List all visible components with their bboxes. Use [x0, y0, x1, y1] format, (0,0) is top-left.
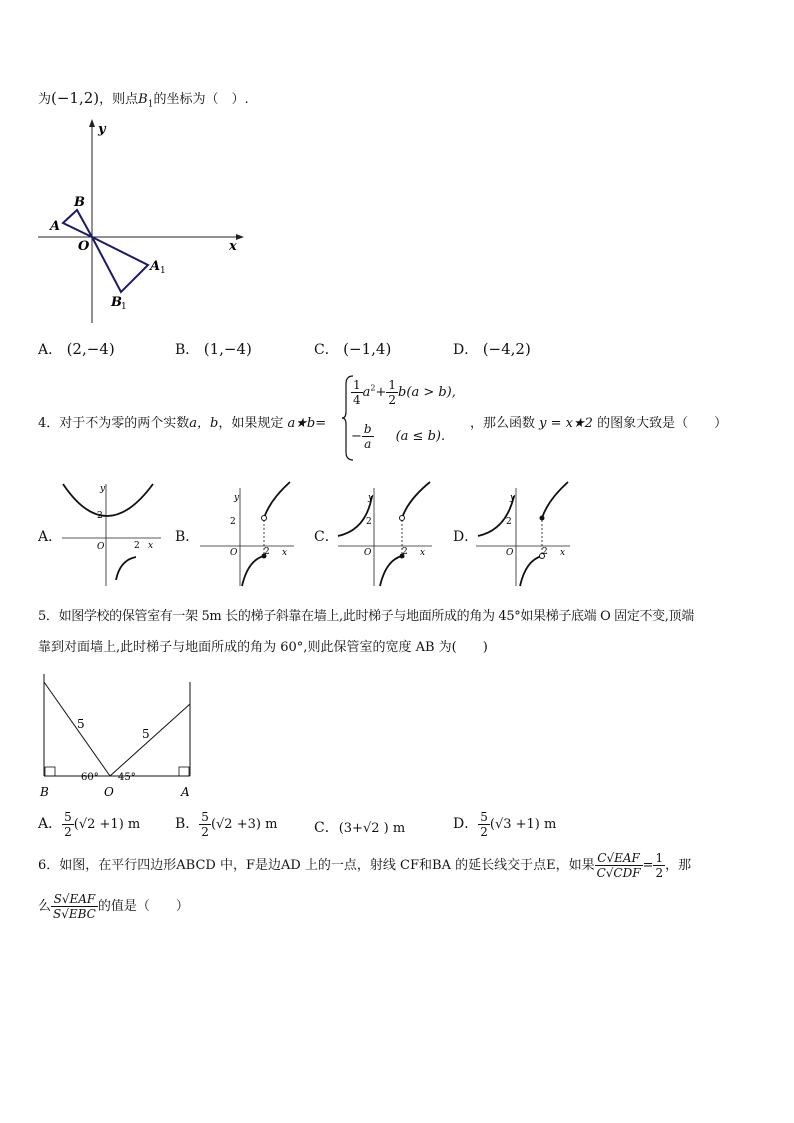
q4-graph-d[interactable] [474, 478, 574, 588]
svg-text:B: B [40, 785, 49, 799]
svg-text:O: O [506, 548, 514, 558]
svg-text:2: 2 [366, 517, 372, 527]
q5-option-d[interactable]: D． $\frac{5}{2}$ (√3 +1) m [453, 810, 557, 839]
svg-text:y: y [368, 493, 374, 503]
y-axis-label: y [98, 122, 106, 137]
svg-text:60°: 60° [81, 772, 99, 783]
svg-text:y: y [234, 493, 240, 503]
svg-text:O: O [97, 542, 105, 552]
svg-text:x: x [560, 548, 566, 558]
q5-stem-line1: 5．如图学校的保管室有一架 5m 长的梯子斜靠在墙上,此时梯子与地面所成的角为 45°如果梯子底端 O 固定不变,顶端 [38, 609, 694, 624]
svg-text:2: 2 [264, 547, 270, 557]
svg-text:x: x [282, 548, 288, 558]
svg-text:y: y [100, 484, 106, 494]
svg-text:45°: 45° [118, 772, 136, 783]
q5-stem-line2: 靠到对面墙上,此时梯子与地面所成的角为 60°,则此保管室的宽度 AB 为( ) [38, 640, 488, 655]
svg-text:y: y [510, 493, 516, 503]
point-b-label: B [74, 195, 85, 210]
point-a1-label: A [150, 259, 161, 274]
svg-text:O: O [104, 785, 114, 799]
svg-text:5: 5 [142, 727, 150, 741]
q4-graph-c[interactable] [336, 478, 436, 588]
q3-stem: 为(−1,2)，则点$B_1$的坐标为（ ）. [38, 89, 249, 110]
q4-option-a-letter[interactable]: A． [38, 529, 63, 545]
origin-label: O [78, 239, 90, 254]
q3-option-b[interactable]: B． (1,−4) [175, 340, 252, 358]
q4-case2: − $\frac{b}{a}$ (a ≤ b). [351, 422, 446, 451]
svg-text:2: 2 [402, 547, 408, 557]
svg-text:1: 1 [160, 266, 166, 276]
svg-text:2: 2 [134, 541, 140, 551]
x-axis-label: x [229, 239, 237, 254]
q6-stem-line1: 6．如图，在平行四边形ABCD 中，F是边AD 上的一点，射线 CF和BA 的延长线交于点E，如果 $\frac{\text{C√EAF}}{\text{C√CDF}}$ = $\frac{1}{2}$ ，那 [38, 851, 692, 880]
q6-stem-line2: 么 $\frac{\text{S√EAF}}{\text{S√EBC}}$ 的值是（ ） [38, 892, 189, 921]
svg-text:O: O [364, 548, 372, 558]
svg-text:x: x [420, 548, 426, 558]
q4-option-c-letter[interactable]: C． [314, 529, 339, 545]
q3-coordinate-graph [30, 115, 250, 330]
q5-option-b[interactable]: B． $\frac{5}{2}$ (√2 +3) m [175, 810, 278, 839]
q4-option-b-letter[interactable]: B． [175, 529, 200, 545]
svg-text:2: 2 [230, 517, 236, 527]
svg-text:2: 2 [542, 547, 548, 557]
q4-option-d-letter[interactable]: D． [453, 529, 479, 545]
svg-text:O: O [230, 548, 238, 558]
q4-piecewise [341, 374, 471, 462]
q3-option-c[interactable]: C． (−1,4) [314, 340, 392, 358]
q3-option-a[interactable]: A． (2,−4) [38, 340, 115, 358]
q4-stem-start: 4．对于不为零的两个实数a，b，如果规定 a★b= [38, 416, 327, 431]
q4-case1: $\frac{1}{4}$ $a^2+$ $\frac{1}{2}$ b(a > b), [353, 378, 456, 407]
q4-graph-b[interactable] [198, 478, 298, 588]
point-a-label: A [50, 219, 61, 234]
q5-option-c[interactable]: C．(3+√2 ) m [314, 820, 406, 836]
q4-stem-end: ，那么函数 y = x★2 的图象大致是（ ） [470, 416, 728, 431]
q4-graph-a[interactable] [58, 478, 163, 588]
q5-ladder-figure [34, 672, 204, 804]
svg-text:A: A [181, 785, 190, 799]
point-b1-label: B [111, 295, 122, 310]
svg-text:x: x [148, 541, 154, 551]
svg-text:2: 2 [506, 517, 512, 527]
svg-text:1: 1 [121, 302, 127, 312]
svg-text:2: 2 [97, 511, 103, 521]
q3-option-d[interactable]: D． (−4,2) [453, 340, 531, 358]
q5-option-a[interactable]: A． $\frac{5}{2}$ (√2 +1) m [38, 810, 141, 839]
svg-text:5: 5 [77, 717, 85, 731]
